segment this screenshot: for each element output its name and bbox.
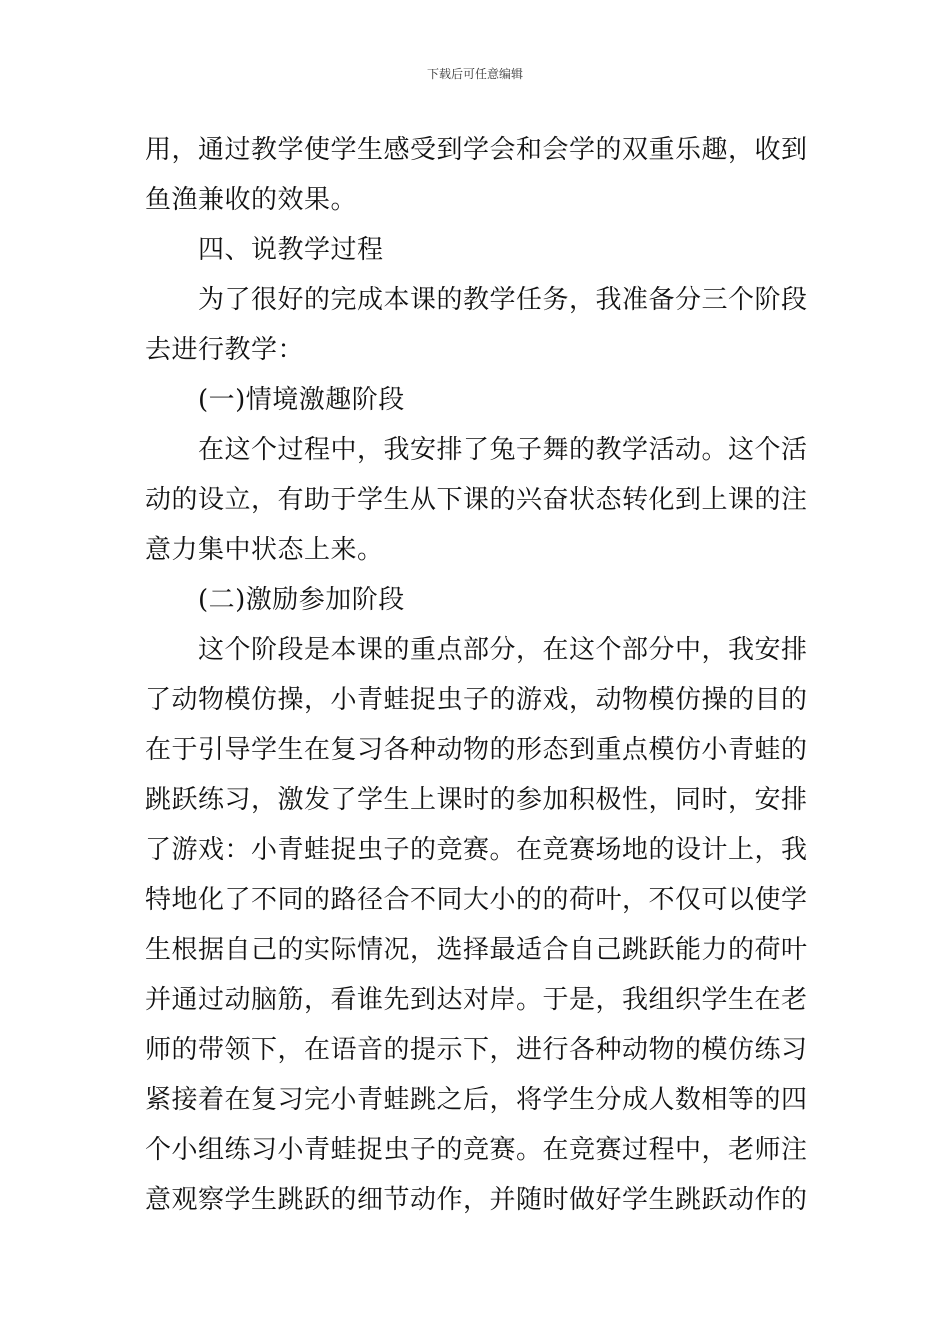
text-line: 用，通过教学使学生感受到学会和会学的双重乐趣，收到 bbox=[145, 135, 808, 165]
subheading-stage-two bbox=[145, 575, 810, 625]
text-line: (一)情境激趣阶段 bbox=[198, 385, 405, 415]
text-line: 四、说教学过程 bbox=[198, 235, 384, 265]
text-line: 了动物模仿操，小青蛙捉虫子的游戏，动物模仿操的目的 bbox=[145, 685, 808, 715]
paragraph-stage-one bbox=[145, 425, 810, 575]
text-line: 了游戏：小青蛙捉虫子的竞赛。在竞赛场地的设计上，我 bbox=[145, 835, 808, 865]
text-line: 为了很好的完成本课的教学任务，我准备分三个阶段 bbox=[198, 285, 808, 315]
text-line: 特地化了不同的路径合不同大小的的荷叶，不仅可以使学 bbox=[145, 885, 808, 915]
text-line: 意力集中状态上来。 bbox=[145, 535, 384, 565]
text-line: 师的带领下，在语音的提示下，进行各种动物的模仿练习 bbox=[145, 1035, 808, 1065]
section-heading-teaching-process bbox=[145, 225, 810, 275]
paragraph-stage-two bbox=[145, 625, 810, 1225]
text-line: 在于引导学生在复习各种动物的形态到重点模仿小青蛙的 bbox=[145, 735, 808, 765]
text-line: 并通过动脑筋，看谁先到达对岸。于是，我组织学生在老 bbox=[145, 985, 808, 1015]
text-line: 去进行教学： bbox=[145, 335, 305, 365]
text-line: 鱼渔兼收的效果。 bbox=[145, 185, 358, 215]
subheading-stage-one bbox=[145, 375, 810, 425]
paragraph-intro bbox=[145, 275, 810, 375]
text-line: 动的设立，有助于学生从下课的兴奋状态转化到上课的注 bbox=[145, 485, 808, 515]
text-line: 生根据自己的实际情况，选择最适合自己跳跃能力的荷叶 bbox=[145, 935, 808, 965]
document-body bbox=[145, 125, 810, 1225]
page-header-note: 下载后可任意编辑 bbox=[426, 67, 523, 81]
text-line: 跳跃练习，激发了学生上课时的参加积极性，同时，安排 bbox=[145, 785, 808, 815]
text-line: 个小组练习小青蛙捉虫子的竞赛。在竞赛过程中，老师注 bbox=[145, 1135, 808, 1165]
text-line: 在这个过程中，我安排了兔子舞的教学活动。这个活 bbox=[198, 435, 808, 465]
text-line: 这个阶段是本课的重点部分，在这个部分中，我安排 bbox=[198, 635, 808, 665]
text-line: 紧接着在复习完小青蛙跳之后，将学生分成人数相等的四 bbox=[145, 1085, 808, 1115]
paragraph-continuation bbox=[145, 125, 810, 225]
text-line: (二)激励参加阶段 bbox=[198, 585, 405, 615]
text-line: 意观察学生跳跃的细节动作，并随时做好学生跳跃动作的 bbox=[145, 1185, 808, 1215]
